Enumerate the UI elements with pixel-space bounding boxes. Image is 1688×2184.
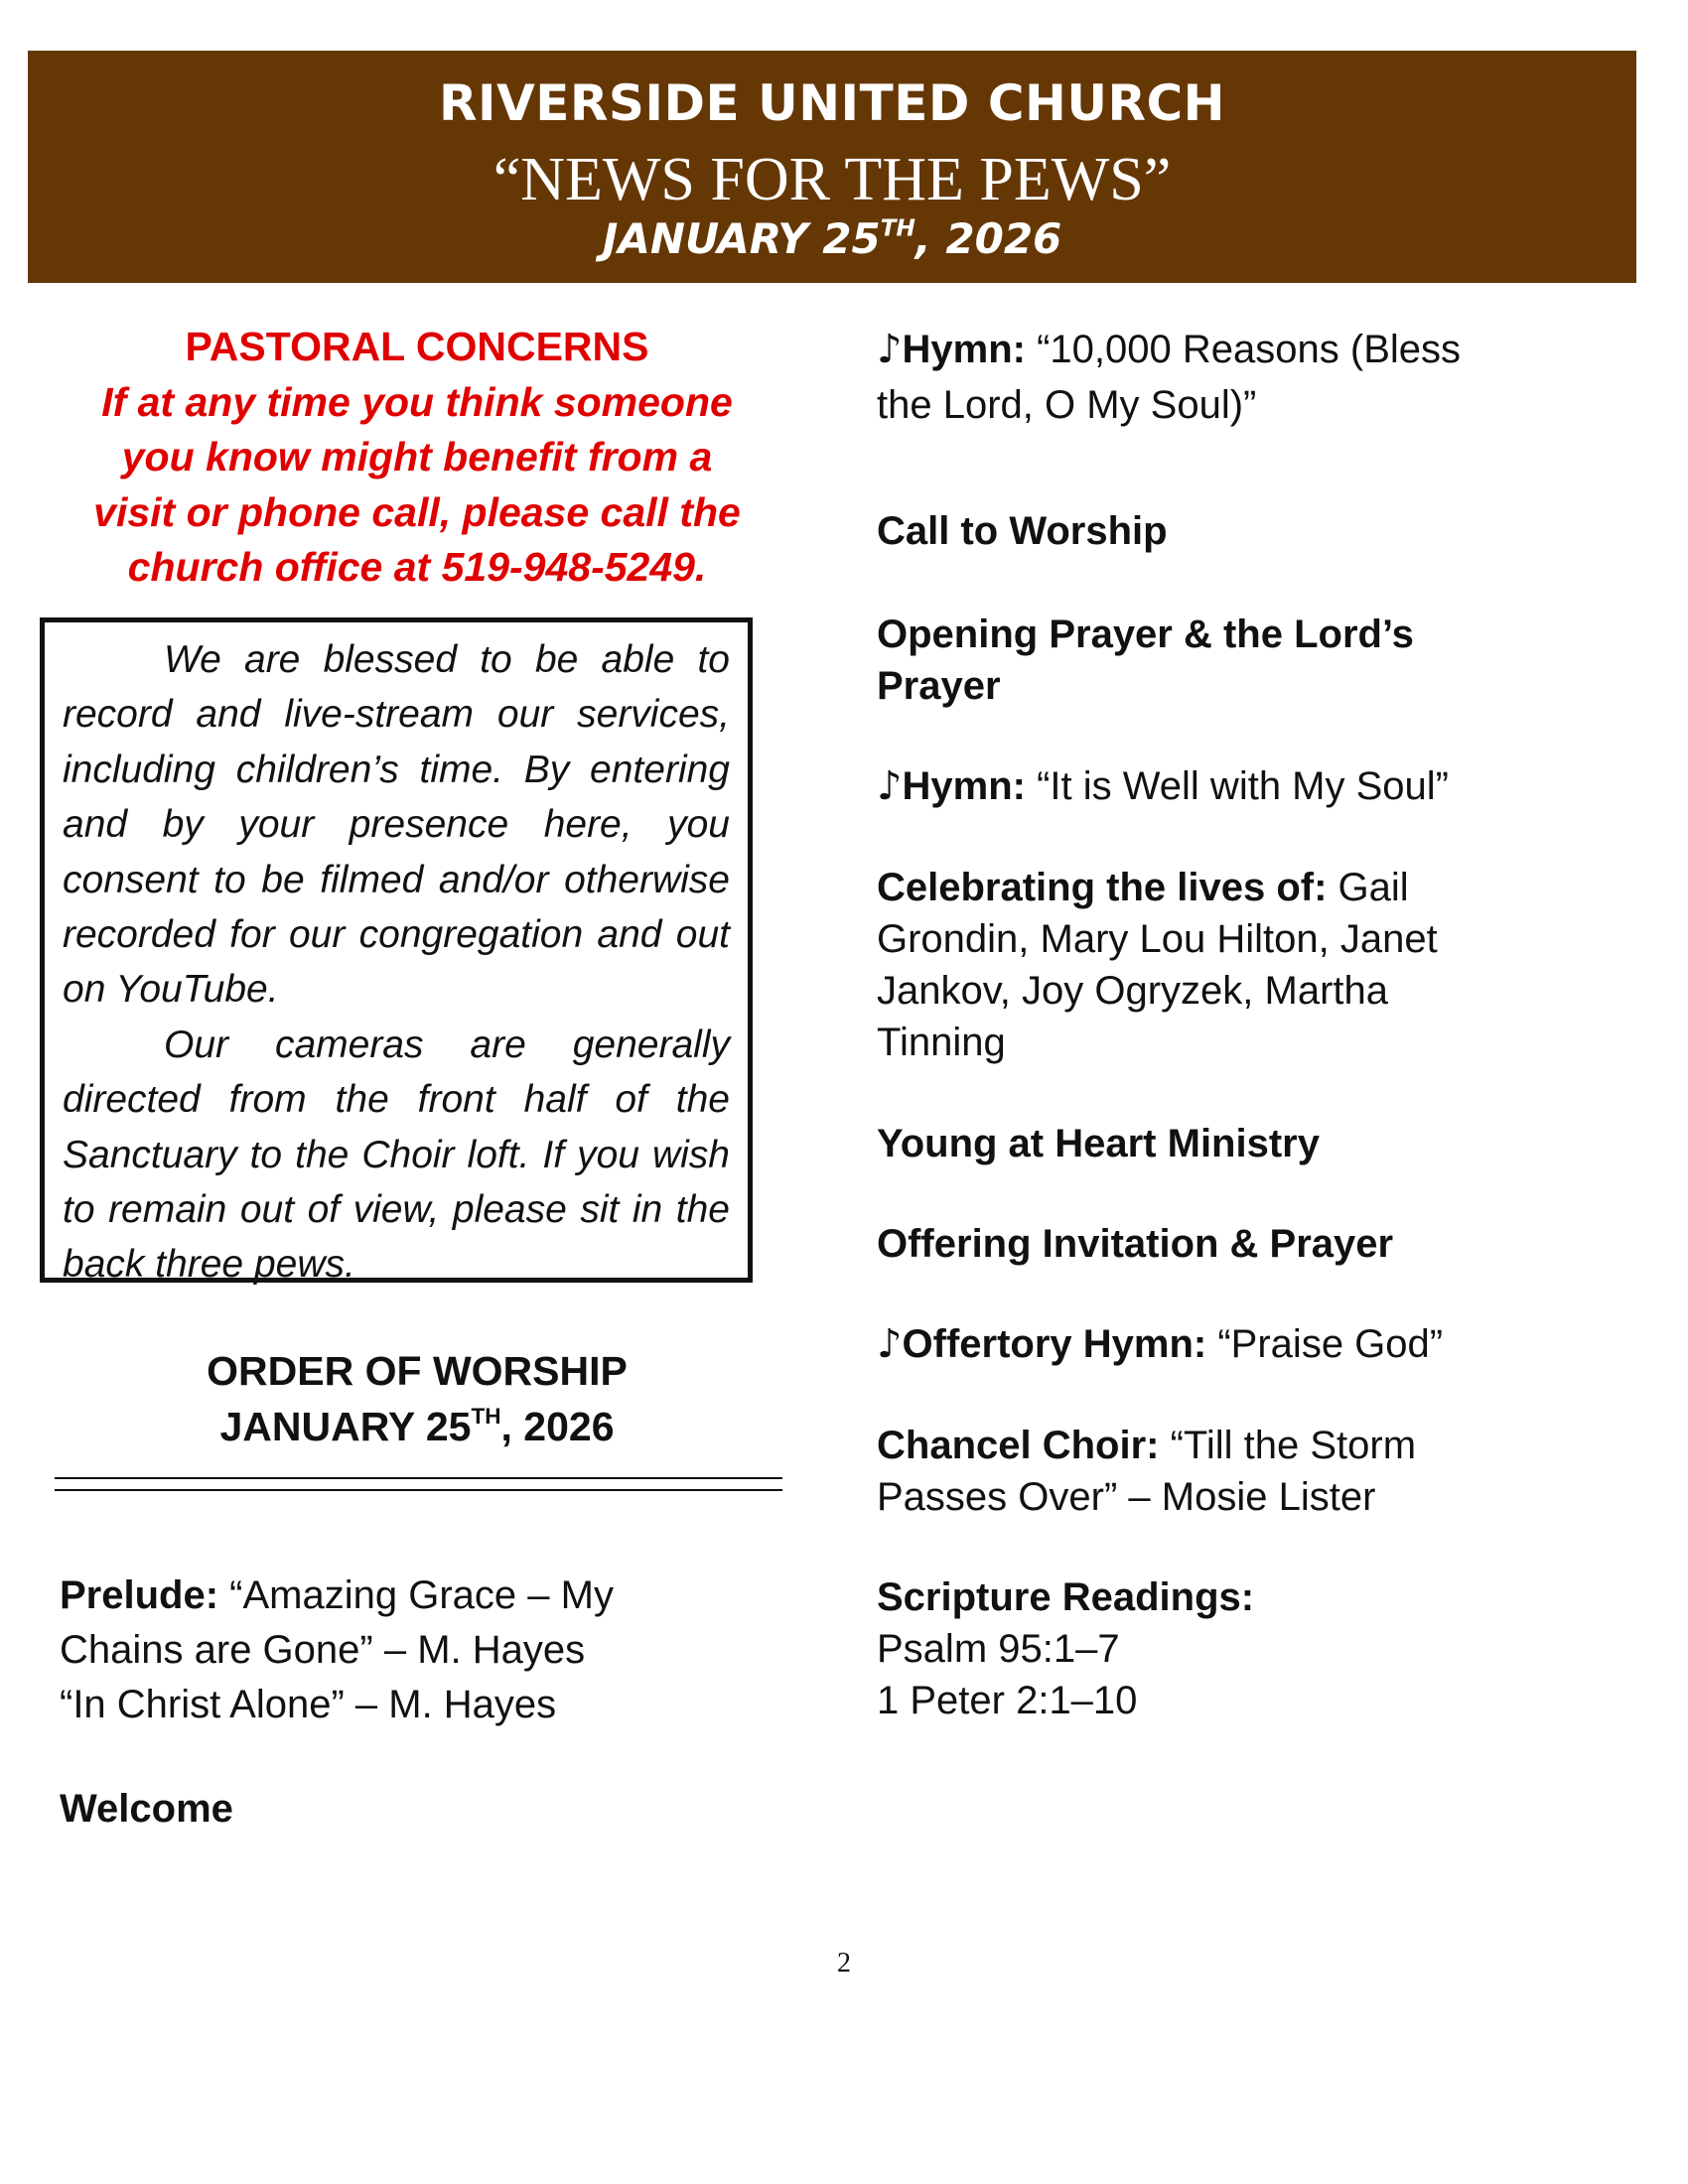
music-note-icon: ♪ bbox=[877, 1321, 903, 1367]
church-name: RIVERSIDE UNITED CHURCH bbox=[438, 74, 1226, 132]
consent-paragraph: Our cameras are generally directed from the front half of the Sanctuary to the Choir loft. If you wish to remain out of view, please sit in the back three pews. bbox=[63, 1023, 730, 1287]
chancel-choir-item: Chancel Choir: “Till the Storm Passes Over” – Mosie Lister bbox=[877, 1424, 1417, 1519]
double-rule-top bbox=[55, 1477, 782, 1479]
opening-prayer-item: Opening Prayer & the Lord’s Prayer bbox=[877, 613, 1414, 708]
pastoral-line: you know might benefit from a bbox=[121, 434, 713, 479]
recording-consent-box bbox=[40, 617, 753, 1287]
double-rule-bottom bbox=[55, 1489, 782, 1491]
pastoral-concerns bbox=[40, 320, 794, 596]
hymn-item: ♪Hymn: “It is Well with My Soul” bbox=[877, 763, 1449, 809]
welcome-item: Welcome bbox=[60, 1787, 233, 1831]
prelude-item: Prelude: “Amazing Grace – My Chains are Gone” – M. Hayes “In Christ Alone” – M. Hayes bbox=[60, 1573, 614, 1726]
newsletter-date: JANUARY 25TH, 2026 bbox=[602, 214, 1062, 263]
scripture-readings-item: Scripture Readings: Psalm 95:1–7 1 Peter 2:1–10 bbox=[877, 1575, 1255, 1722]
offering-item: Offering Invitation & Prayer bbox=[877, 1222, 1394, 1266]
celebrating-lives-item: Celebrating the lives of: Gail Grondin, Mary Lou Hilton, Janet Jankov, Joy Ogryzek, Martha Tinning bbox=[877, 866, 1438, 1064]
hymn-item: ♪Hymn: “10,000 Reasons (Bless the Lord, O My Soul)” bbox=[877, 327, 1462, 427]
order-of-worship-heading bbox=[40, 1343, 794, 1454]
newsletter-banner bbox=[28, 51, 1636, 283]
order-title: ORDER OF WORSHIP bbox=[207, 1348, 628, 1394]
offertory-hymn-item: ♪Offertory Hymn: “Praise God” bbox=[877, 1321, 1444, 1367]
order-date: JANUARY 25TH, 2026 bbox=[219, 1404, 615, 1449]
music-note-icon: ♪ bbox=[877, 327, 903, 372]
call-to-worship-item: Call to Worship bbox=[877, 509, 1168, 553]
consent-paragraph: We are blessed to be able to record and live-stream our services, including children’s time. By entering and by your presence here, you consent to be filmed and/or otherwise recorded for our congregation and out on YouTube. bbox=[63, 638, 730, 1012]
newsletter-title: “NEWS FOR THE PEWS” bbox=[492, 146, 1172, 213]
page-number: 2 bbox=[837, 1948, 851, 1979]
music-note-icon: ♪ bbox=[877, 763, 903, 809]
pastoral-line: visit or phone call, please call the bbox=[93, 488, 741, 535]
young-at-heart-item: Young at Heart Ministry bbox=[877, 1122, 1320, 1165]
pastoral-line: church office at 519-948-5249. bbox=[127, 544, 707, 590]
pastoral-line: If at any time you think someone bbox=[101, 378, 733, 425]
pastoral-title: PASTORAL CONCERNS bbox=[185, 324, 649, 369]
